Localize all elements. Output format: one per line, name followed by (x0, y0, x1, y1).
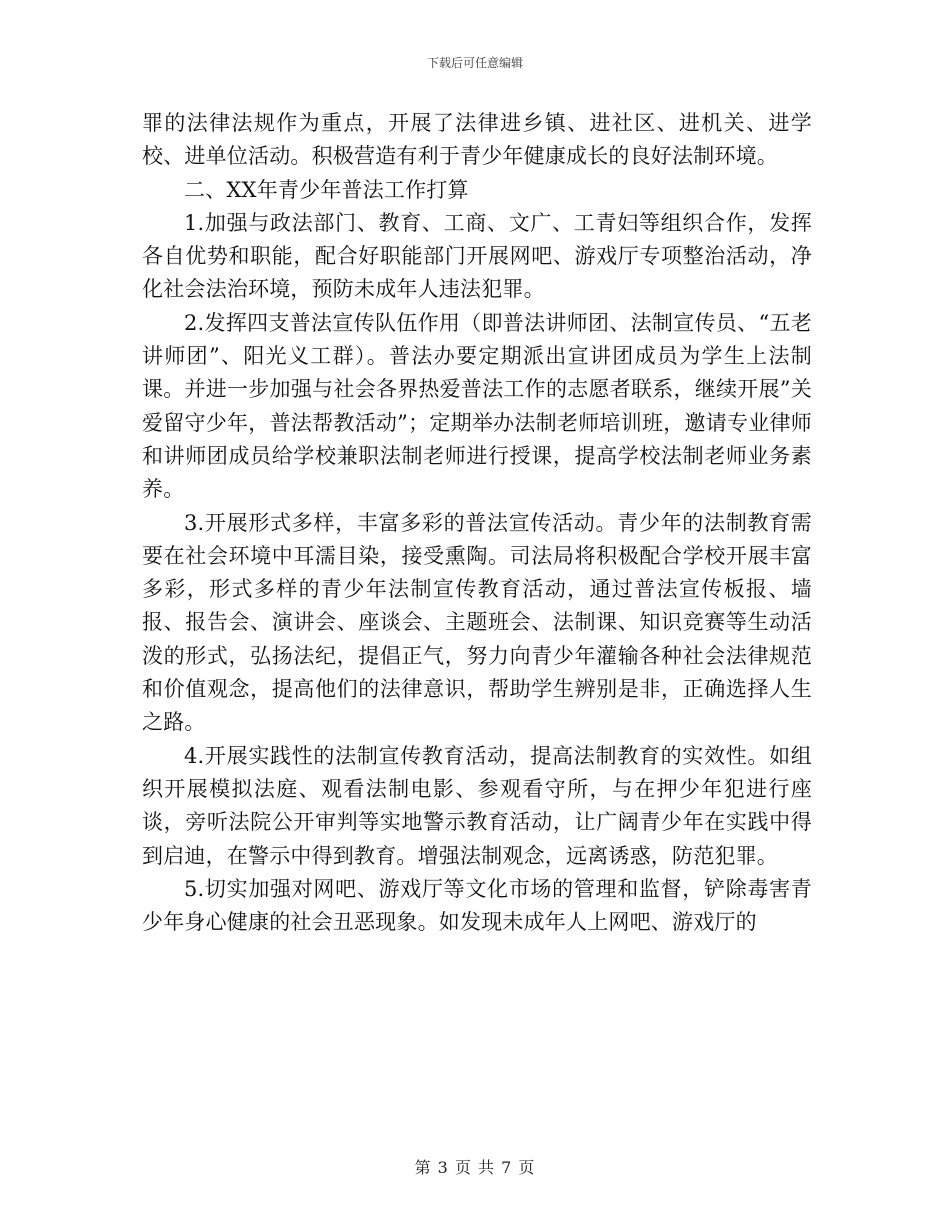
paragraph-item-4: 4.开展实践性的法制宣传教育活动，提高法制教育的实效性。如组织开展模拟法庭、观看法制电影、参观看守所，与在押少年犯进行座谈，旁听法院公开审判等实地警示教育活动，让广阔青少年在实践中得到启迪，在警示中得到教育。增强法制观念，远离诱惑，防范犯罪。 (142, 743, 812, 868)
document-body (142, 107, 812, 939)
paragraph-item-2: 2.发挥四支普法宣传队伍作用（即普法讲师团、法制宣传员、“五老讲师团”、阳光义工群）。普法办要定期派出宣讲团成员为学生上法制课。并进一步加强与社会各界热爱普法工作的志愿者联系，继续开展”关爱留守少年，普法帮教活动”；定期举办法制老师培训班，邀请专业律师和讲师团成员给学校兼职法制老师进行授课，提高学校法制老师业务素养。 (142, 310, 812, 502)
paragraph-item-1: 1.加强与政法部门、教育、工商、文广、工青妇等组织合作，发挥各自优势和职能，配合好职能部门开展网吧、游戏厅专项整治活动，净化社会法治环境，预防未成年人违法犯罪。 (142, 210, 812, 302)
paragraph-item-3: 3.开展形式多样，丰富多彩的普法宣传活动。青少年的法制教育需要在社会环境中耳濡目染，接受熏陶。司法局将积极配合学校开展丰富多彩，形式多样的青少年法制宣传教育活动，通过普法宣传板报、墙报、报告会、演讲会、座谈会、主题班会、法制课、知识竞赛等生动活泼的形式，弘扬法纪，提倡正气，努力向青少年灌输各种社会法律规范和价值观念，提高他们的法律意识，帮助学生辨别是非，正确选择人生之路。 (142, 510, 812, 735)
paragraph-item-5: 5.切实加强对网吧、游戏厅等文化市场的管理和监督，铲除毒害青少年身心健康的社会丑恶现象。如发现未成年人上网吧、游戏厅的 (142, 876, 812, 935)
paragraph-continuation: 罪的法律法规作为重点，开展了法律进乡镇、进社区、进机关、进学校、进单位活动。积极营造有利于青少年健康成长的良好法制环境。 (142, 111, 812, 169)
section-heading: 二、XX年青少年普法工作打算 (184, 177, 469, 202)
page-header: 下载后可任意编辑 (426, 56, 523, 70)
page-number: 第 3 页 共 7 页 (414, 1158, 536, 1177)
